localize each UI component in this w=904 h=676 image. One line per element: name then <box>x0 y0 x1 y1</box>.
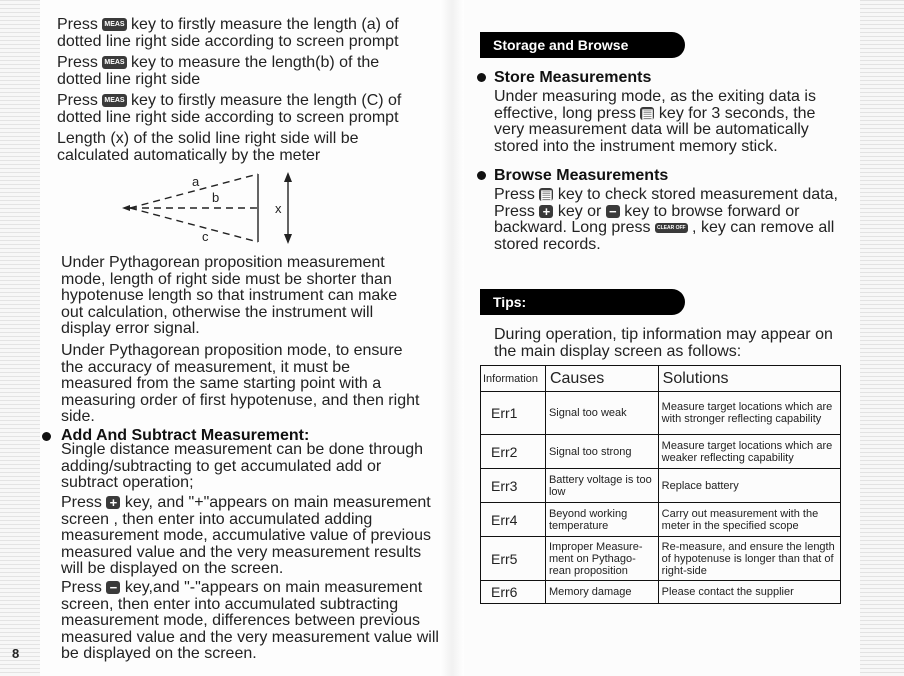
meas-key-icon: MEAS <box>102 18 126 31</box>
browse-measurements-heading: Browse Measurements <box>494 167 669 184</box>
label-a: a <box>192 174 200 189</box>
memory-key-icon: ▤ <box>641 105 654 121</box>
error-solution: Replace battery <box>658 469 840 503</box>
meas-key-icon: MEAS <box>102 56 126 69</box>
label-c: c <box>202 229 209 244</box>
error-cause: Signal too strong <box>545 435 658 469</box>
error-code: Err1 <box>481 392 546 435</box>
error-code: Err5 <box>481 537 546 581</box>
plus-key-icon: + <box>539 205 553 218</box>
meas-key-icon: MEAS <box>102 94 126 107</box>
paragraph-measure-a: Press MEAS key to firstly measure the length (a) of dotted line right side according to screen prompt <box>57 16 399 50</box>
error-code: Err2 <box>481 435 546 469</box>
label-x: x <box>275 201 282 216</box>
minus-key-icon: − <box>106 581 120 594</box>
header-causes: Causes <box>545 366 658 392</box>
minus-key-icon: − <box>606 205 620 218</box>
error-solution: Please contact the supplier <box>658 581 840 604</box>
paragraph-length-x: Length (x) of the solid line right side will be calculated automatically by the meter <box>57 130 359 164</box>
label-b: b <box>212 190 220 205</box>
paragraph-add-key: Press + key, and "+"appears on main measurement screen , then enter into accumulated adding measurement mode, accumulative value of previous measured value and the very measurement results will be displayed on the screen. <box>61 494 431 577</box>
paragraph-subtract-key: Press − key,and "-"appears on main measurement screen, then enter into accumulated subtracting measurement mode, differences between previous measured value and the very measurement value will be displayed on the screen. <box>61 579 439 662</box>
right-page-edge <box>860 0 904 676</box>
header-solutions: Solutions <box>658 366 840 392</box>
paragraph-browse: Press ▤ key to check stored measurement data, Press + key or − key to browse forward or backward. Long press CLEAR OFF , key can remove all stored records. <box>494 186 838 253</box>
arrow-down-icon <box>284 234 292 244</box>
error-cause: Beyond working temperature <box>545 503 658 537</box>
bullet-icon <box>477 73 486 82</box>
tips-banner: Tips: <box>480 289 685 315</box>
error-code: Err4 <box>481 503 546 537</box>
store-measurements-heading: Store Measurements <box>494 69 652 86</box>
clear-off-key-icon: CLEAR OFF <box>656 224 686 231</box>
arrow-up-icon <box>284 172 292 182</box>
error-solution: Measure target locations which are with stronger reflecting capability <box>658 392 840 435</box>
pythagorean-diagram <box>118 168 308 246</box>
start-point-icon <box>122 205 130 211</box>
storage-browse-banner: Storage and Browse <box>480 32 685 58</box>
left-page-edge <box>0 0 40 676</box>
table-row <box>481 537 841 581</box>
table-row <box>481 469 841 503</box>
error-cause: Improper Measure-ment on Pythago-rean proposition <box>545 537 658 581</box>
bullet-icon <box>42 432 51 441</box>
paragraph-measure-b: Press MEAS key to measure the length(b) of the dotted line right side <box>57 54 380 88</box>
error-solution: Measure target locations which are weaker reflecting capability <box>658 435 840 469</box>
paragraph-store: Under measuring mode, as the exiting data is effective, long press ▤ key for 3 seconds, the very measurement data will be automatically stored into the instrument memory stick. <box>494 88 816 155</box>
table-header-row <box>481 366 841 392</box>
error-cause: Battery voltage is too low <box>545 469 658 503</box>
header-information: Information <box>481 366 546 392</box>
plus-key-icon: + <box>106 496 120 509</box>
memory-key-icon: ▤ <box>540 187 553 203</box>
table-row <box>481 392 841 435</box>
bullet-icon <box>477 171 486 180</box>
table-row <box>481 581 841 604</box>
error-cause: Memory damage <box>545 581 658 604</box>
line-c <box>130 208 258 242</box>
paragraph-pythagorean-mode: Under Pythagorean proposition measurement mode, length of right side must be shorter than hypotenuse length so that instrument can make out calculation, otherwise the instrument will display error signal. <box>61 254 398 337</box>
error-code: Err3 <box>481 469 546 503</box>
error-solution: Carry out measurement with the meter in the specified scope <box>658 503 840 537</box>
error-solution: Re-measure, and ensure the length of hypotenuse is longer than that of right-side <box>658 537 840 581</box>
page-number: 8 <box>12 646 20 661</box>
paragraph-add-subtract: Single distance measurement can be done through adding/subtracting to get accumulated add or subtract operation; <box>61 441 424 491</box>
paragraph-pythagorean-accuracy: Under Pythagorean proposition mode, to ensure the accuracy of measurement, it must be measured from the same starting point with a measuring order of first hypotenuse, and then right side. <box>61 342 420 425</box>
error-cause: Signal too weak <box>545 392 658 435</box>
table-row <box>481 503 841 537</box>
error-code: Err6 <box>481 581 546 604</box>
paragraph-tips-intro: During operation, tip information may appear on the main display screen as follows: <box>494 326 833 360</box>
tips-table <box>480 365 841 604</box>
paragraph-measure-c: Press MEAS key to firstly measure the length (C) of dotted line right side according to screen prompt <box>57 92 402 126</box>
table-row <box>481 435 841 469</box>
add-subtract-heading: Add And Subtract Measurement: <box>61 427 310 444</box>
